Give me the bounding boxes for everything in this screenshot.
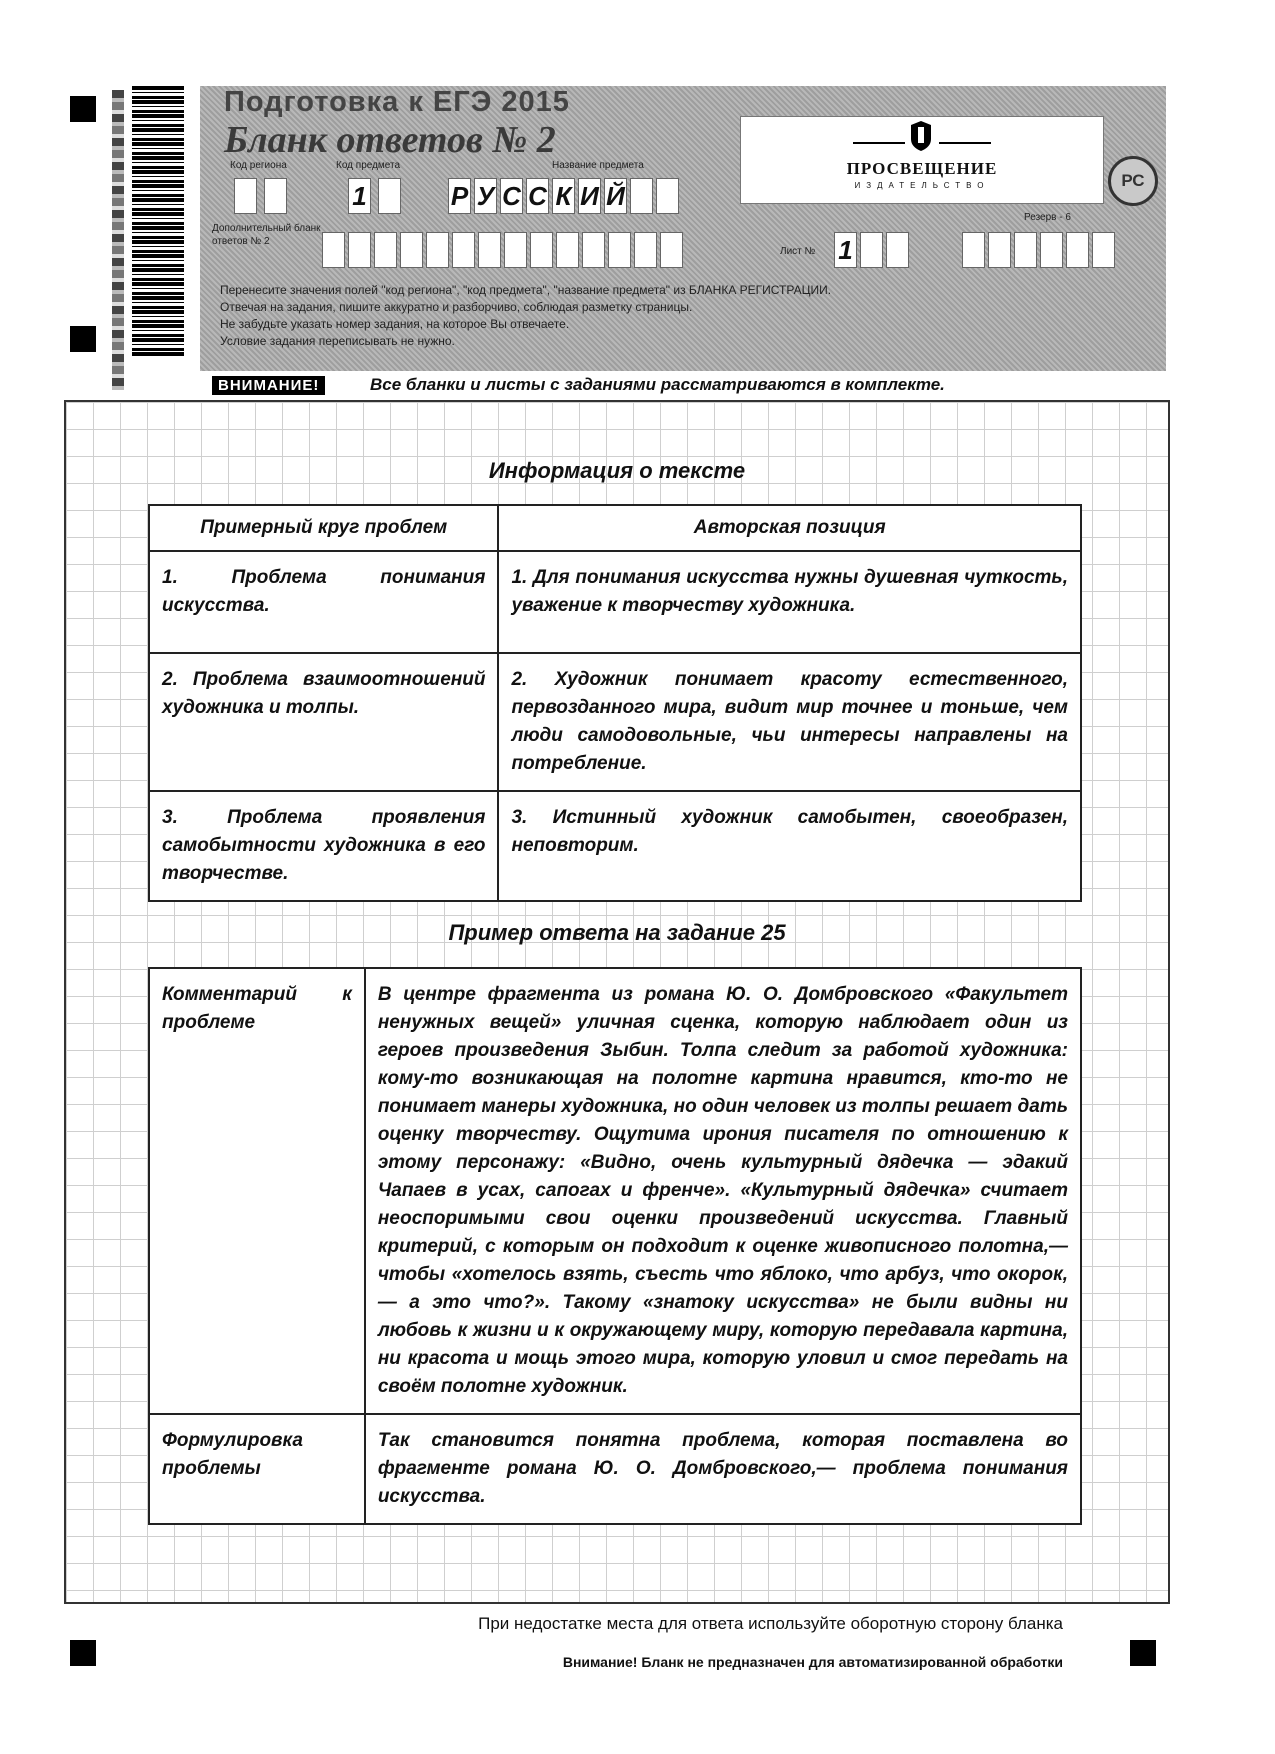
subject-code-cell[interactable] (378, 178, 401, 214)
sheet-number-cell[interactable] (886, 232, 909, 268)
region-code-cell[interactable] (234, 178, 257, 214)
table-row (149, 791, 1081, 901)
registration-marker (70, 1640, 96, 1666)
instruction-line: Условие задания переписывать не нужно. (220, 334, 455, 348)
sheet-number-cell[interactable]: 1 (834, 232, 857, 268)
form-header (200, 86, 1166, 371)
publisher-box (740, 116, 1104, 204)
reserve-cell (1040, 232, 1063, 268)
side-code-strip (112, 90, 124, 390)
answer-text: Так становится понятна проблема, которая поставлена во фрагменте романа Ю. О. Домбровского,— проблема понимания искусства. (365, 1414, 1081, 1524)
publisher-subtitle: ИЗДАТЕЛЬСТВО (854, 181, 990, 190)
extra-sheet-cell[interactable] (478, 232, 501, 268)
attention-text: Все бланки и листы с заданиями рассматриваются в комплекте. (370, 375, 945, 394)
subject-letter-cell[interactable]: Р (448, 178, 471, 214)
instructions (220, 282, 831, 350)
extra-sheet-cell[interactable] (582, 232, 605, 268)
sheet-number-label: Лист № (780, 246, 816, 257)
info-table (148, 504, 1082, 902)
subject-letter-cell[interactable] (656, 178, 679, 214)
row-label: Формулировка проблемы (149, 1414, 365, 1524)
reserve-cell (1092, 232, 1115, 268)
example-heading: Пример ответа на задание 25 (448, 920, 786, 945)
table-row (149, 551, 1081, 653)
answer-area[interactable] (64, 400, 1170, 1604)
extra-sheet-cell[interactable] (452, 232, 475, 268)
form-title: Бланк ответов № 2 (224, 119, 556, 161)
instruction-line: Не забудьте указать номер задания, на которое Вы отвечаете. (220, 317, 570, 331)
reserve-cell (1014, 232, 1037, 268)
extra-sheet-cell[interactable] (556, 232, 579, 268)
problem-cell: 1. Проблема понимания искусства. (149, 551, 498, 653)
info-heading: Информация о тексте (488, 458, 746, 483)
extra-sheet-cell[interactable] (660, 232, 683, 268)
header-title: Подготовка к ЕГЭ 2015 (224, 86, 570, 118)
subject-letter-cell[interactable]: И (578, 178, 601, 214)
subject-code-label: Код предмета (336, 160, 401, 171)
reserve-cell (962, 232, 985, 268)
problem-cell: 3. Проблема проявления самобытности художника в его творчестве. (149, 791, 498, 901)
extra-sheet-cell[interactable] (608, 232, 631, 268)
subject-letter-cell[interactable] (630, 178, 653, 214)
subject-letter-cell[interactable]: Й (604, 178, 627, 214)
registration-marker (70, 326, 96, 352)
subject-letter-cell[interactable]: С (500, 178, 523, 214)
rs-certification-icon: РС (1108, 156, 1158, 206)
extra-sheet-cell[interactable] (374, 232, 397, 268)
problem-cell: 2. Проблема взаимоотношений художника и толпы. (149, 653, 498, 791)
position-cell: 1. Для понимания искусства нужны душевная чуткость, уважение к творчеству художника. (498, 551, 1081, 653)
extra-sheet-cell[interactable] (400, 232, 423, 268)
barcode (132, 86, 184, 356)
footer-note: При недостатке места для ответа используйте оборотную сторону бланка (478, 1614, 1063, 1633)
table-row (149, 968, 1081, 1414)
footer-warning: Внимание! Бланк не предназначен для автоматизированной обработки (562, 1654, 1063, 1670)
publisher-logo-icon (907, 121, 935, 151)
sheet-number-cell[interactable] (860, 232, 883, 268)
position-cell: 3. Истинный художник самобытен, своеобразен, неповторим. (498, 791, 1081, 901)
instruction-line: Отвечая на задания, пишите аккуратно и разборчиво, соблюдая разметку страницы. (220, 300, 693, 314)
extra-sheet-cell[interactable] (530, 232, 553, 268)
column-header-problems: Примерный круг проблем (149, 505, 498, 551)
registration-marker (1130, 1640, 1156, 1666)
attention-badge: ВНИМАНИЕ! (212, 376, 325, 395)
subject-letter-cell[interactable]: У (474, 178, 497, 214)
reserve-cell (988, 232, 1011, 268)
subject-letter-cell[interactable]: К (552, 178, 575, 214)
region-code-label: Код региона (230, 160, 287, 171)
position-cell: 2. Художник понимает красоту естественного, первозданного мира, видит мир точнее и тоньше, чем люди самодовольные, чьи интересы направлены на потребление. (498, 653, 1081, 791)
answer-text: В центре фрагмента из романа Ю. О. Домбровского «Факультет ненужных вещей» уличная сценка, которую наблюдает один из героев произведения Зыбин. Толпа следит за работой художника: кому-то возникающая на полотне картина нравится, кто-то не понимает манеры художника, но один человек из толпы решает дать оценку творчеству. Ощутима ирония писателя по отношению к этому персонажу: «Видно, очень культурный дядечка — эдакий Чапаев в усах, сапогах и френче». «Культурный дядечка» считает неоспоримыми свои оценки произведений искусства. Главный критерий, с которым он подходит к оценке живописного полотна,— чтобы «хотелось взять, съесть что яблоко, что арбуз, что окорок,— а это что?». Такому «знатоку искусства» не были видны ни любовь к жизни и к окружающему миру, которую передавала картина, ни красота и мощь этого мира, которую уловил и смог передать на своём полотне художник. (365, 968, 1081, 1414)
subject-code-cell[interactable]: 1 (348, 178, 371, 214)
subject-letter-cell[interactable]: С (526, 178, 549, 214)
row-label: Комментарий к проблеме (149, 968, 365, 1414)
extra-sheet-cell[interactable] (348, 232, 371, 268)
table-row (149, 1414, 1081, 1524)
publisher-name: ПРОСВЕЩЕНИЕ (846, 159, 998, 178)
example-table (148, 967, 1082, 1525)
reserve-cell (1066, 232, 1089, 268)
instruction-line: Перенесите значения полей "код региона", "код предмета", "название предмета" из БЛАНКА РЕГИСТРАЦИИ. (220, 283, 832, 297)
subject-name-label: Название предмета (552, 160, 644, 171)
registration-marker (70, 96, 96, 122)
table-row (149, 653, 1081, 791)
extra-sheet-cell[interactable] (634, 232, 657, 268)
extra-sheet-cell[interactable] (426, 232, 449, 268)
column-header-position: Авторская позиция (498, 505, 1081, 551)
extra-sheet-label: Дополнительный бланк ответов № 2 (212, 223, 321, 247)
region-code-cell[interactable] (264, 178, 287, 214)
extra-sheet-cell[interactable] (504, 232, 527, 268)
extra-sheet-cell[interactable] (322, 232, 345, 268)
reserve-label: Резерв - 6 (1024, 212, 1071, 223)
table-header-row (149, 505, 1081, 551)
